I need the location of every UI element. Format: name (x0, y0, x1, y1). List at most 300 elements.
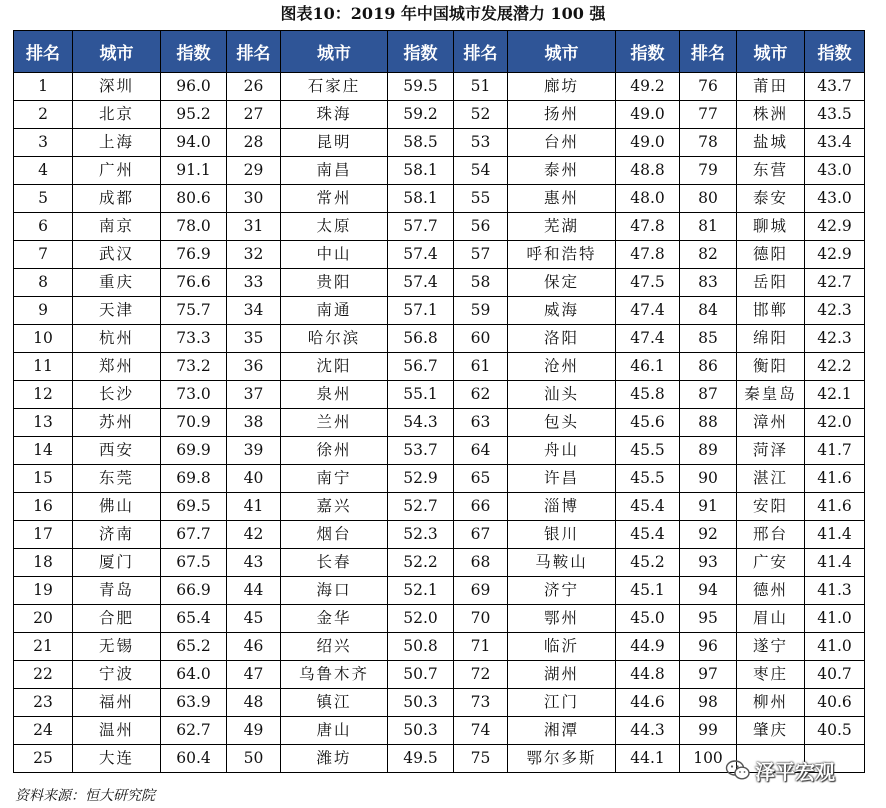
index-cell: 41.4 (805, 549, 865, 577)
table-row (14, 157, 865, 185)
city-cell: 银川 (508, 521, 616, 549)
city-cell: 扬州 (508, 101, 616, 129)
rank-cell: 73 (454, 689, 508, 717)
rank-cell: 61 (454, 353, 508, 381)
city-cell: 杭州 (73, 325, 161, 353)
index-cell: 43.0 (805, 185, 865, 213)
index-cell: 57.4 (388, 241, 454, 269)
index-cell: 69.8 (161, 465, 227, 493)
column-header: 城市 (737, 31, 805, 73)
index-cell: 56.7 (388, 353, 454, 381)
city-cell: 泉州 (281, 381, 388, 409)
watermark-text: 泽平宏观 (755, 759, 835, 784)
index-cell: 52.3 (388, 521, 454, 549)
rank-cell: 56 (454, 213, 508, 241)
rank-cell: 35 (227, 325, 281, 353)
city-cell: 枣庄 (737, 661, 805, 689)
rank-cell: 96 (680, 633, 737, 661)
index-cell: 67.5 (161, 549, 227, 577)
city-cell: 昆明 (281, 129, 388, 157)
city-cell: 金华 (281, 605, 388, 633)
rank-cell: 30 (227, 185, 281, 213)
index-cell: 40.7 (805, 661, 865, 689)
table-row (14, 381, 865, 409)
city-cell: 惠州 (508, 185, 616, 213)
rank-cell: 54 (454, 157, 508, 185)
city-cell: 淄博 (508, 493, 616, 521)
rank-cell: 5 (14, 185, 73, 213)
rank-cell: 59 (454, 297, 508, 325)
rank-cell: 72 (454, 661, 508, 689)
city-cell: 太原 (281, 213, 388, 241)
city-cell: 佛山 (73, 493, 161, 521)
table-row (14, 465, 865, 493)
index-cell: 63.9 (161, 689, 227, 717)
rank-cell: 66 (454, 493, 508, 521)
index-cell: 45.0 (616, 605, 680, 633)
rank-cell: 40 (227, 465, 281, 493)
wechat-icon (725, 759, 751, 781)
city-cell: 兰州 (281, 409, 388, 437)
rank-cell: 24 (14, 717, 73, 745)
city-cell: 苏州 (73, 409, 161, 437)
city-cell: 南昌 (281, 157, 388, 185)
rank-cell: 32 (227, 241, 281, 269)
city-cell: 芜湖 (508, 213, 616, 241)
table-row (14, 493, 865, 521)
table-row (14, 185, 865, 213)
table-row (14, 549, 865, 577)
index-cell: 42.9 (805, 213, 865, 241)
column-header: 排名 (14, 31, 73, 73)
index-cell: 47.8 (616, 241, 680, 269)
column-header: 城市 (508, 31, 616, 73)
rank-cell: 25 (14, 745, 73, 773)
index-cell: 91.1 (161, 157, 227, 185)
column-header: 指数 (161, 31, 227, 73)
rank-cell: 83 (680, 269, 737, 297)
rank-cell: 71 (454, 633, 508, 661)
rank-cell: 84 (680, 297, 737, 325)
city-cell: 厦门 (73, 549, 161, 577)
index-cell: 41.6 (805, 465, 865, 493)
rank-cell: 85 (680, 325, 737, 353)
city-cell: 东莞 (73, 465, 161, 493)
index-cell: 46.1 (616, 353, 680, 381)
table-row (14, 297, 865, 325)
index-cell: 73.3 (161, 325, 227, 353)
city-cell: 广州 (73, 157, 161, 185)
index-cell: 69.5 (161, 493, 227, 521)
index-cell: 94.0 (161, 129, 227, 157)
table-row (14, 213, 865, 241)
city-cell: 中山 (281, 241, 388, 269)
watermark (725, 755, 865, 785)
rank-cell: 3 (14, 129, 73, 157)
rank-cell: 4 (14, 157, 73, 185)
city-cell: 安阳 (737, 493, 805, 521)
table-row (14, 353, 865, 381)
index-cell: 49.2 (616, 73, 680, 101)
index-cell: 52.9 (388, 465, 454, 493)
rank-cell: 28 (227, 129, 281, 157)
index-cell: 50.7 (388, 661, 454, 689)
city-cell: 珠海 (281, 101, 388, 129)
index-cell: 41.4 (805, 521, 865, 549)
city-cell: 漳州 (737, 409, 805, 437)
city-cell: 莆田 (737, 73, 805, 101)
index-cell: 48.0 (616, 185, 680, 213)
rank-cell: 78 (680, 129, 737, 157)
city-cell: 呼和浩特 (508, 241, 616, 269)
index-cell: 42.7 (805, 269, 865, 297)
city-cell: 南宁 (281, 465, 388, 493)
city-cell: 秦皇岛 (737, 381, 805, 409)
city-cell: 唐山 (281, 717, 388, 745)
rank-cell: 9 (14, 297, 73, 325)
rank-cell: 6 (14, 213, 73, 241)
index-cell: 44.6 (616, 689, 680, 717)
table-row (14, 241, 865, 269)
index-cell: 58.5 (388, 129, 454, 157)
city-cell: 聊城 (737, 213, 805, 241)
index-cell: 42.9 (805, 241, 865, 269)
rank-cell: 47 (227, 661, 281, 689)
table-row (14, 73, 865, 101)
table-row (14, 521, 865, 549)
column-header: 城市 (73, 31, 161, 73)
rank-cell: 93 (680, 549, 737, 577)
rank-cell: 43 (227, 549, 281, 577)
rank-cell: 76 (680, 73, 737, 101)
city-cell: 包头 (508, 409, 616, 437)
index-cell: 57.4 (388, 269, 454, 297)
city-cell: 南京 (73, 213, 161, 241)
city-cell: 长沙 (73, 381, 161, 409)
index-cell: 96.0 (161, 73, 227, 101)
city-cell: 北京 (73, 101, 161, 129)
rank-cell: 26 (227, 73, 281, 101)
rank-cell: 39 (227, 437, 281, 465)
index-cell: 40.6 (805, 689, 865, 717)
city-cell: 邯郸 (737, 297, 805, 325)
table-header (14, 31, 865, 73)
rank-cell: 20 (14, 605, 73, 633)
city-cell: 衡阳 (737, 353, 805, 381)
index-cell: 65.2 (161, 633, 227, 661)
city-cell: 湛江 (737, 465, 805, 493)
index-cell: 70.9 (161, 409, 227, 437)
rank-cell: 60 (454, 325, 508, 353)
index-cell: 41.7 (805, 437, 865, 465)
city-cell: 成都 (73, 185, 161, 213)
city-cell: 合肥 (73, 605, 161, 633)
index-cell: 42.3 (805, 297, 865, 325)
index-cell: 75.7 (161, 297, 227, 325)
rank-cell: 77 (680, 101, 737, 129)
rank-cell: 68 (454, 549, 508, 577)
city-cell: 嘉兴 (281, 493, 388, 521)
city-ranking-table (13, 30, 865, 773)
city-cell: 沧州 (508, 353, 616, 381)
rank-cell: 86 (680, 353, 737, 381)
index-cell: 45.8 (616, 381, 680, 409)
index-cell: 80.6 (161, 185, 227, 213)
rank-cell: 94 (680, 577, 737, 605)
rank-cell: 100 (680, 745, 737, 773)
rank-cell: 64 (454, 437, 508, 465)
ranking-table-container (13, 30, 864, 773)
city-cell: 临沂 (508, 633, 616, 661)
rank-cell: 79 (680, 157, 737, 185)
city-cell: 柳州 (737, 689, 805, 717)
rank-cell: 12 (14, 381, 73, 409)
rank-cell: 75 (454, 745, 508, 773)
rank-cell: 37 (227, 381, 281, 409)
rank-cell: 46 (227, 633, 281, 661)
rank-cell: 18 (14, 549, 73, 577)
table-row (14, 661, 865, 689)
index-cell: 49.0 (616, 129, 680, 157)
index-cell: 55.1 (388, 381, 454, 409)
rank-cell: 53 (454, 129, 508, 157)
column-header: 排名 (227, 31, 281, 73)
rank-cell: 17 (14, 521, 73, 549)
city-cell: 湖州 (508, 661, 616, 689)
city-cell: 眉山 (737, 605, 805, 633)
rank-cell: 10 (14, 325, 73, 353)
column-header: 指数 (616, 31, 680, 73)
city-cell: 湘潭 (508, 717, 616, 745)
table-row (14, 717, 865, 745)
rank-cell: 8 (14, 269, 73, 297)
rank-cell: 19 (14, 577, 73, 605)
index-cell: 43.0 (805, 157, 865, 185)
city-cell: 马鞍山 (508, 549, 616, 577)
index-cell: 45.4 (616, 493, 680, 521)
rank-cell: 21 (14, 633, 73, 661)
rank-cell: 49 (227, 717, 281, 745)
index-cell: 78.0 (161, 213, 227, 241)
rank-cell: 36 (227, 353, 281, 381)
rank-cell: 48 (227, 689, 281, 717)
city-cell: 海口 (281, 577, 388, 605)
table-row (14, 437, 865, 465)
index-cell: 44.3 (616, 717, 680, 745)
table-row (14, 605, 865, 633)
index-cell: 41.0 (805, 605, 865, 633)
city-cell: 镇江 (281, 689, 388, 717)
city-cell: 深圳 (73, 73, 161, 101)
index-cell: 43.5 (805, 101, 865, 129)
city-cell: 台州 (508, 129, 616, 157)
index-cell: 73.2 (161, 353, 227, 381)
index-cell: 42.0 (805, 409, 865, 437)
city-cell: 徐州 (281, 437, 388, 465)
index-cell: 47.4 (616, 297, 680, 325)
index-cell: 73.0 (161, 381, 227, 409)
city-cell: 常州 (281, 185, 388, 213)
rank-cell: 33 (227, 269, 281, 297)
index-cell: 65.4 (161, 605, 227, 633)
rank-cell: 95 (680, 605, 737, 633)
index-cell: 40.5 (805, 717, 865, 745)
city-cell: 无锡 (73, 633, 161, 661)
city-cell: 南通 (281, 297, 388, 325)
index-cell: 44.8 (616, 661, 680, 689)
rank-cell: 91 (680, 493, 737, 521)
rank-cell: 97 (680, 661, 737, 689)
index-cell: 47.4 (616, 325, 680, 353)
index-cell: 59.5 (388, 73, 454, 101)
rank-cell: 89 (680, 437, 737, 465)
table-row (14, 689, 865, 717)
city-cell: 株洲 (737, 101, 805, 129)
index-cell: 41.6 (805, 493, 865, 521)
city-cell: 泰州 (508, 157, 616, 185)
index-cell: 64.0 (161, 661, 227, 689)
rank-cell: 90 (680, 465, 737, 493)
city-cell: 烟台 (281, 521, 388, 549)
city-cell: 天津 (73, 297, 161, 325)
rank-cell: 42 (227, 521, 281, 549)
index-cell: 45.1 (616, 577, 680, 605)
index-cell: 95.2 (161, 101, 227, 129)
rank-cell: 23 (14, 689, 73, 717)
index-cell: 45.5 (616, 465, 680, 493)
table-row (14, 101, 865, 129)
city-cell: 舟山 (508, 437, 616, 465)
city-cell: 贵阳 (281, 269, 388, 297)
index-cell: 48.8 (616, 157, 680, 185)
index-cell: 47.8 (616, 213, 680, 241)
city-cell: 汕头 (508, 381, 616, 409)
rank-cell: 81 (680, 213, 737, 241)
city-cell: 德阳 (737, 241, 805, 269)
index-cell: 50.3 (388, 689, 454, 717)
source-note: 资料来源：恒大研究院 (15, 788, 155, 804)
rank-cell: 67 (454, 521, 508, 549)
index-cell: 42.3 (805, 325, 865, 353)
rank-cell: 70 (454, 605, 508, 633)
table-row (14, 633, 865, 661)
city-cell: 盐城 (737, 129, 805, 157)
index-cell: 52.2 (388, 549, 454, 577)
rank-cell: 92 (680, 521, 737, 549)
index-cell: 69.9 (161, 437, 227, 465)
index-cell: 76.9 (161, 241, 227, 269)
rank-cell: 80 (680, 185, 737, 213)
rank-cell: 88 (680, 409, 737, 437)
index-cell: 41.0 (805, 633, 865, 661)
index-cell: 43.4 (805, 129, 865, 157)
city-cell: 泰安 (737, 185, 805, 213)
table-row (14, 409, 865, 437)
rank-cell: 74 (454, 717, 508, 745)
city-cell: 潍坊 (281, 745, 388, 773)
rank-cell: 31 (227, 213, 281, 241)
column-header: 指数 (388, 31, 454, 73)
index-cell: 43.7 (805, 73, 865, 101)
rank-cell: 14 (14, 437, 73, 465)
city-cell: 武汉 (73, 241, 161, 269)
city-cell: 济宁 (508, 577, 616, 605)
rank-cell: 34 (227, 297, 281, 325)
index-cell: 50.8 (388, 633, 454, 661)
index-cell: 57.7 (388, 213, 454, 241)
rank-cell: 41 (227, 493, 281, 521)
index-cell: 53.7 (388, 437, 454, 465)
city-cell: 江门 (508, 689, 616, 717)
index-cell: 58.1 (388, 185, 454, 213)
index-cell: 45.2 (616, 549, 680, 577)
index-cell: 47.5 (616, 269, 680, 297)
city-cell: 西安 (73, 437, 161, 465)
index-cell: 49.0 (616, 101, 680, 129)
city-cell: 绵阳 (737, 325, 805, 353)
rank-cell: 13 (14, 409, 73, 437)
table-row (14, 129, 865, 157)
city-cell: 鄂州 (508, 605, 616, 633)
index-cell: 57.1 (388, 297, 454, 325)
rank-cell: 65 (454, 465, 508, 493)
city-cell: 上海 (73, 129, 161, 157)
index-cell: 62.7 (161, 717, 227, 745)
index-cell: 58.1 (388, 157, 454, 185)
rank-cell: 57 (454, 241, 508, 269)
city-cell: 鄂尔多斯 (508, 745, 616, 773)
city-cell: 德州 (737, 577, 805, 605)
city-cell: 乌鲁木齐 (281, 661, 388, 689)
table-row (14, 577, 865, 605)
rank-cell: 63 (454, 409, 508, 437)
city-cell: 保定 (508, 269, 616, 297)
rank-cell: 55 (454, 185, 508, 213)
city-cell: 东营 (737, 157, 805, 185)
index-cell: 76.6 (161, 269, 227, 297)
city-cell: 郑州 (73, 353, 161, 381)
city-cell: 长春 (281, 549, 388, 577)
rank-cell: 29 (227, 157, 281, 185)
rank-cell: 62 (454, 381, 508, 409)
index-cell: 42.1 (805, 381, 865, 409)
index-cell: 54.3 (388, 409, 454, 437)
column-header: 排名 (680, 31, 737, 73)
index-cell: 41.3 (805, 577, 865, 605)
rank-cell: 44 (227, 577, 281, 605)
rank-cell: 22 (14, 661, 73, 689)
city-cell: 重庆 (73, 269, 161, 297)
city-cell: 宁波 (73, 661, 161, 689)
city-cell: 哈尔滨 (281, 325, 388, 353)
city-cell: 许昌 (508, 465, 616, 493)
rank-cell: 51 (454, 73, 508, 101)
index-cell: 52.7 (388, 493, 454, 521)
index-cell: 60.4 (161, 745, 227, 773)
city-cell: 福州 (73, 689, 161, 717)
city-cell: 威海 (508, 297, 616, 325)
index-cell: 67.7 (161, 521, 227, 549)
rank-cell: 45 (227, 605, 281, 633)
rank-cell: 11 (14, 353, 73, 381)
rank-cell: 58 (454, 269, 508, 297)
rank-cell: 99 (680, 717, 737, 745)
city-cell: 石家庄 (281, 73, 388, 101)
rank-cell: 98 (680, 689, 737, 717)
table-body (14, 73, 865, 773)
city-cell: 绍兴 (281, 633, 388, 661)
rank-cell: 7 (14, 241, 73, 269)
